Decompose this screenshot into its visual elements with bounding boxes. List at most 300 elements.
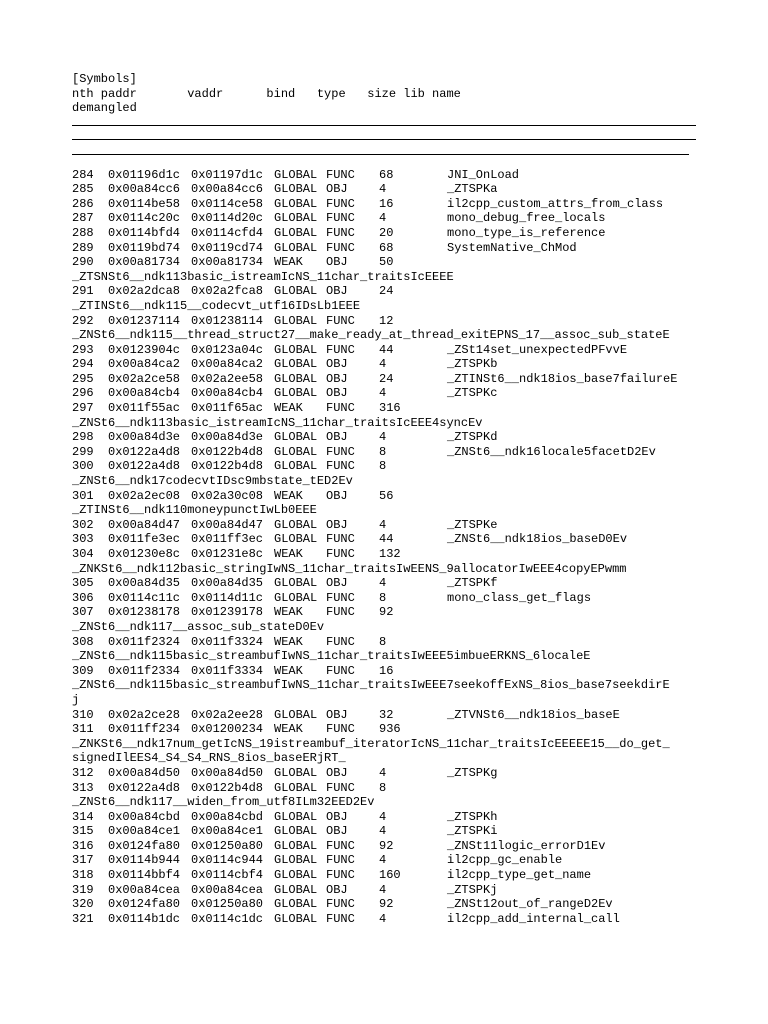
symbol-row [72,853,768,868]
symbol-type: FUNC [326,401,355,416]
symbol-bind: GLOBAL [274,853,318,868]
symbol-size: 92 [379,838,394,853]
symbol-size: 8 [379,459,387,474]
symbol-bind: GLOBAL [274,809,318,824]
symbol-paddr: 0x00a81734 [108,255,181,270]
symbol-demangled-name: j [72,692,80,707]
symbol-nth: 320 [72,897,94,912]
symbol-bind: GLOBAL [274,517,318,532]
symbol-row [72,839,768,854]
symbol-bind: GLOBAL [274,882,318,897]
symbol-vaddr: 0x02a2ee28 [191,707,264,722]
symbol-paddr: 0x00a84d3e [108,430,181,445]
symbol-size: 24 [379,284,394,299]
symbol-paddr: 0x0114bbf4 [108,868,181,883]
symbol-vaddr: 0x00a84cbd [191,809,264,824]
separator-line [72,139,696,140]
symbol-size: 50 [379,255,394,270]
symbol-size: 4 [379,430,387,445]
symbol-size: 20 [379,225,394,240]
symbol-nth: 303 [72,532,94,547]
symbol-paddr: 0x00a84ce1 [108,824,181,839]
symbol-type: OBJ [326,430,348,445]
symbol-bind: GLOBAL [274,182,318,197]
symbol-vaddr: 0x01250a80 [191,838,264,853]
symbol-row [72,824,768,839]
symbol-row [72,489,768,504]
symbol-paddr: 0x01237114 [108,313,181,328]
symbol-type: FUNC [326,313,355,328]
symbol-bind: GLOBAL [274,371,318,386]
symbol-nth: 305 [72,576,94,591]
symbol-paddr: 0x00a84ca2 [108,357,181,372]
symbol-size: 4 [379,824,387,839]
symbol-type: FUNC [326,444,355,459]
symbol-size: 4 [379,517,387,532]
symbol-name: JNI_OnLoad [447,167,520,182]
symbol-size: 4 [379,911,387,926]
symbol-name: _ZTSPKh [447,809,498,824]
symbol-bind: GLOBAL [274,167,318,182]
symbol-vaddr: 0x011f3334 [191,663,264,678]
symbol-name: _ZNSt6__ndk18ios_baseD0Ev [447,532,628,547]
symbol-bind: WEAK [274,488,303,503]
symbol-bind: GLOBAL [274,532,318,547]
symbol-paddr: 0x00a84d47 [108,517,181,532]
symbol-bind: WEAK [274,634,303,649]
symbol-nth: 304 [72,547,94,561]
symbol-type: FUNC [326,590,355,605]
symbol-name: il2cpp_add_internal_call [447,911,620,926]
symbol-paddr: 0x02a2ce58 [108,371,181,386]
header-separator [72,118,768,162]
symbol-bind: GLOBAL [274,211,318,226]
symbol-demangled-name: _ZNSt6__ndk117__widen_from_utf8ILm32EED2Ev [72,795,375,810]
symbol-vaddr: 0x01238114 [191,313,264,328]
symbol-name: _ZTSPKb [447,357,498,372]
symbol-type: FUNC [326,663,355,678]
symbol-demangled-name: _ZNKSt6__ndk17num_getIcNS_19istreambuf_iteratorIcNS_11char_traitsIcEEEEE15__do_get_ [72,736,670,751]
symbol-type: FUNC [326,634,355,649]
symbol-row [72,357,768,372]
symbol-size: 24 [379,371,394,386]
symbol-paddr: 0x0114c20c [108,211,181,226]
symbol-type: OBJ [326,576,348,591]
symbol-type: FUNC [326,211,355,226]
symbol-row [72,459,768,474]
symbol-vaddr: 0x02a2ee58 [191,371,264,386]
symbol-bind: GLOBAL [274,780,318,795]
symbol-row [72,226,768,241]
symbol-vaddr: 0x00a81734 [191,255,264,270]
symbol-nth: 315 [72,824,94,839]
symbol-bind: GLOBAL [274,707,318,722]
symbol-bind: GLOBAL [274,342,318,357]
symbol-vaddr: 0x00a84cea [191,882,264,897]
symbol-name: il2cpp_custom_attrs_from_class [447,196,664,211]
symbol-bind: GLOBAL [274,824,318,839]
symbol-type: OBJ [326,707,348,722]
symbol-paddr: 0x0114b1dc [108,911,181,926]
symbol-type: OBJ [326,386,348,401]
symbol-paddr: 0x00a84cbd [108,809,181,824]
symbol-bind: GLOBAL [274,911,318,926]
symbol-size: 132 [379,547,401,561]
symbol-vaddr: 0x01200234 [191,722,264,737]
symbol-type: FUNC [326,225,355,240]
symbol-size: 4 [379,386,387,401]
symbol-bind: GLOBAL [274,576,318,591]
symbol-nth: 314 [72,809,94,824]
symbol-type: OBJ [326,517,348,532]
symbol-nth: 290 [72,255,94,270]
symbol-paddr: 0x00a84cea [108,882,181,897]
symbol-type: FUNC [326,547,355,561]
symbol-bind: GLOBAL [274,196,318,211]
symbol-bind: GLOBAL [274,225,318,240]
symbol-row [72,401,768,416]
symbol-name: _ZTSPKe [447,517,498,532]
symbol-name: _ZNSt11logic_errorD1Ev [447,838,606,853]
symbol-name: mono_debug_free_locals [447,211,606,226]
symbol-nth: 298 [72,430,94,445]
symbol-vaddr: 0x0114cfd4 [191,225,264,240]
symbol-nth: 321 [72,911,94,926]
symbol-paddr: 0x02a2ce28 [108,707,181,722]
symbol-row [72,576,768,591]
symbol-nth: 308 [72,634,94,649]
symbol-paddr: 0x0122a4d8 [108,444,181,459]
symbol-nth: 288 [72,225,94,240]
symbol-paddr: 0x0122a4d8 [108,459,181,474]
symbol-nth: 316 [72,838,94,853]
symbol-bind: GLOBAL [274,313,318,328]
symbol-paddr: 0x0114b944 [108,853,181,868]
symbol-paddr: 0x00a84d50 [108,765,181,780]
separator-line [72,154,689,155]
symbol-vaddr: 0x00a84ce1 [191,824,264,839]
symbol-vaddr: 0x0114cbf4 [191,868,264,883]
symbol-vaddr: 0x011f65ac [191,401,264,416]
symbol-nth: 319 [72,882,94,897]
symbol-row [72,241,768,256]
symbol-row [72,781,768,796]
symbol-type: OBJ [326,284,348,299]
symbol-bind: GLOBAL [274,386,318,401]
symbol-row [72,211,768,226]
symbol-size: 4 [379,576,387,591]
symbol-nth: 291 [72,284,94,299]
symbol-row [72,372,768,387]
symbol-type: FUNC [326,911,355,926]
symbol-demangled-name: _ZNSt6__ndk115basic_streambufIwNS_11char_traitsIwEEE5imbueERKNS_6localeE [72,649,591,664]
symbol-nth: 311 [72,722,94,737]
symbol-row [72,386,768,401]
symbol-vaddr: 0x0114ce58 [191,196,264,211]
symbol-demangled-name: _ZTINSt6__ndk115__codecvt_utf16IDsLb1EEE [72,298,361,313]
symbol-bind: WEAK [274,663,303,678]
symbol-demangled-name: _ZTSNSt6__ndk113basic_istreamIcNS_11char_traitsIcEEEE [72,269,454,284]
symbol-name: SystemNative_ChMod [447,240,577,255]
symbol-nth: 287 [72,211,94,226]
symbol-vaddr: 0x0123a04c [191,342,264,357]
symbol-paddr: 0x011ff234 [108,722,181,737]
symbol-size: 12 [379,313,394,328]
symbol-paddr: 0x02a2dca8 [108,284,181,299]
symbol-bind: GLOBAL [274,284,318,299]
symbol-paddr: 0x0114be58 [108,196,181,211]
symbol-size: 4 [379,882,387,897]
symbol-size: 68 [379,167,394,182]
symbol-name: _ZTSPKf [447,576,498,591]
symbol-paddr: 0x0123904c [108,342,181,357]
symbol-size: 8 [379,590,387,605]
symbol-name: _ZTVNSt6__ndk18ios_baseE [447,707,620,722]
symbol-nth: 301 [72,488,94,503]
symbol-name: mono_type_is_reference [447,225,606,240]
symbol-paddr: 0x01196d1c [108,167,181,182]
symbol-size: 4 [379,809,387,824]
symbol-row [72,605,768,620]
symbol-nth: 292 [72,313,94,328]
symbol-type: FUNC [326,342,355,357]
symbol-size: 68 [379,240,394,255]
symbol-type: FUNC [326,196,355,211]
symbol-type: FUNC [326,838,355,853]
symbol-bind: WEAK [274,547,303,561]
symbol-paddr: 0x0114c11c [108,590,181,605]
symbol-vaddr: 0x0122b4d8 [191,459,264,474]
symbol-bind: GLOBAL [274,240,318,255]
symbol-vaddr: 0x0122b4d8 [191,444,264,459]
symbol-paddr: 0x01238178 [108,605,181,620]
symbol-demangled-name: _ZNSt6__ndk117__assoc_sub_stateD0Ev [72,619,325,634]
symbol-vaddr: 0x011ff3ec [191,532,264,547]
symbol-size: 92 [379,605,394,620]
symbol-size: 160 [379,868,401,883]
symbol-type: FUNC [326,240,355,255]
symbol-row [72,518,768,533]
symbol-paddr: 0x011f2324 [108,634,181,649]
symbol-type: FUNC [326,605,355,620]
symbol-vaddr: 0x00a84d47 [191,517,264,532]
symbol-type: FUNC [326,459,355,474]
symbol-paddr: 0x0119bd74 [108,240,181,255]
symbol-row [72,547,768,562]
symbol-type: OBJ [326,255,348,270]
symbol-vaddr: 0x0122b4d8 [191,780,264,795]
symbol-nth: 317 [72,853,94,868]
symbol-nth: 295 [72,371,94,386]
symbol-vaddr: 0x0114d11c [191,590,264,605]
separator-line [72,125,696,126]
symbol-type: FUNC [326,532,355,547]
symbol-nth: 289 [72,240,94,255]
symbol-name: _ZTSPKi [447,824,498,839]
symbol-row [72,912,768,927]
symbol-vaddr: 0x00a84d35 [191,576,264,591]
symbol-paddr: 0x0124fa80 [108,897,181,912]
symbol-vaddr: 0x00a84ca2 [191,357,264,372]
symbol-row [72,708,768,723]
symbol-demangled-name: _ZNSt6__ndk115basic_streambufIwNS_11char_traitsIwEEE7seekoffExNS_8ios_base7seekdirE [72,678,670,693]
symbol-size: 4 [379,211,387,226]
symbol-table [72,168,768,927]
symbol-size: 16 [379,196,394,211]
symbol-nth: 293 [72,342,94,357]
symbol-row [72,883,768,898]
symbol-paddr: 0x0114bfd4 [108,225,181,240]
symbol-vaddr: 0x0114d20c [191,211,264,226]
symbol-name: _ZTSPKd [447,430,498,445]
column-header-demangled: demangled [72,101,137,116]
symbol-vaddr: 0x01197d1c [191,167,264,182]
symbol-row [72,868,768,883]
symbol-row [72,255,768,270]
symbol-vaddr: 0x00a84cc6 [191,182,264,197]
symbol-name: mono_class_get_flags [447,590,592,605]
symbol-bind: WEAK [274,605,303,620]
symbol-paddr: 0x00a84cb4 [108,386,181,401]
symbol-vaddr: 0x02a30c08 [191,488,264,503]
symbol-paddr: 0x02a2ec08 [108,488,181,503]
symbol-demangled-name: _ZNSt6__ndk115__thread_struct27__make_ready_at_thread_exitEPNS_17__assoc_sub_stateE [72,328,670,343]
symbol-row [72,168,768,183]
symbol-nth: 313 [72,780,94,795]
symbol-size: 8 [379,780,387,795]
symbol-vaddr: 0x01239178 [191,605,264,620]
symbol-size: 92 [379,897,394,912]
symbol-nth: 285 [72,182,94,197]
symbol-nth: 306 [72,590,94,605]
symbol-paddr: 0x011fe3ec [108,532,181,547]
symbol-nth: 294 [72,357,94,372]
symbol-row [72,810,768,825]
symbol-type: FUNC [326,167,355,182]
symbol-size: 56 [379,488,394,503]
symbol-size: 32 [379,707,394,722]
symbol-name: _ZTSPKa [447,182,498,197]
symbol-paddr: 0x0124fa80 [108,838,181,853]
symbol-type: OBJ [326,765,348,780]
symbol-name: _ZTSPKc [447,386,498,401]
symbol-nth: 297 [72,401,94,416]
symbol-row [72,197,768,212]
symbol-type: OBJ [326,488,348,503]
symbol-row [72,532,768,547]
symbol-row [72,182,768,197]
symbol-paddr: 0x011f55ac [108,401,181,416]
symbol-type: OBJ [326,357,348,372]
symbol-bind: GLOBAL [274,357,318,372]
symbol-paddr: 0x0122a4d8 [108,780,181,795]
symbol-bind: GLOBAL [274,590,318,605]
symbol-nth: 307 [72,605,94,620]
symbol-size: 4 [379,853,387,868]
symbol-name: _ZNSt12out_of_rangeD2Ev [447,897,613,912]
symbol-bind: GLOBAL [274,765,318,780]
symbol-nth: 296 [72,386,94,401]
symbol-vaddr: 0x00a84d3e [191,430,264,445]
symbol-paddr: 0x01230e8c [108,547,181,561]
symbol-type: FUNC [326,897,355,912]
section-title: [Symbols] [72,72,137,86]
symbol-type: OBJ [326,882,348,897]
symbol-nth: 312 [72,765,94,780]
symbol-nth: 302 [72,517,94,532]
symbol-vaddr: 0x00a84cb4 [191,386,264,401]
symbol-vaddr: 0x01231e8c [191,547,264,561]
symbol-demangled-name: _ZNSt6__ndk113basic_istreamIcNS_11char_traitsIcEEE4syncEv [72,415,483,430]
symbol-size: 4 [379,357,387,372]
symbol-row [72,445,768,460]
symbol-size: 16 [379,663,394,678]
symbol-demangled-name: _ZNSt6__ndk17codecvtIDsc9mbstate_tED2Ev [72,474,353,489]
symbol-row [72,897,768,912]
symbol-type: OBJ [326,371,348,386]
symbol-size: 44 [379,342,394,357]
symbol-bind: WEAK [274,255,303,270]
symbol-bind: GLOBAL [274,430,318,445]
symbol-nth: 286 [72,196,94,211]
symbol-demangled-name: signedIlEES4_S4_S4_RNS_8ios_baseERjRT_ [72,751,346,766]
symbol-demangled-name: _ZNKSt6__ndk112basic_stringIwNS_11char_traitsIwEENS_9allocatorIwEEE4copyEPwmm [72,561,627,576]
symbol-bind: GLOBAL [274,459,318,474]
symbol-vaddr: 0x0114c944 [191,853,264,868]
column-header: nth paddr vaddr bind type size lib name [72,86,461,101]
symbol-type: OBJ [326,182,348,197]
symbol-name: _ZTINSt6__ndk18ios_base7failureE [447,371,678,386]
symbol-size: 8 [379,634,387,649]
symbol-type: OBJ [326,824,348,839]
symbol-nth: 310 [72,707,94,722]
symbol-bind: WEAK [274,401,303,416]
symbol-bind: GLOBAL [274,838,318,853]
symbol-name: _ZSt14set_unexpectedPFvvE [447,342,628,357]
symbol-row [72,314,768,329]
symbol-size: 316 [379,401,401,416]
symbol-vaddr: 0x02a2fca8 [191,284,264,299]
symbol-name: _ZTSPKg [447,765,498,780]
symbol-nth: 300 [72,459,94,474]
symbol-name: il2cpp_type_get_name [447,868,592,883]
symbol-vaddr: 0x0119cd74 [191,240,264,255]
symbol-bind: GLOBAL [274,897,318,912]
symbol-row [72,343,768,358]
symbol-type: OBJ [326,809,348,824]
symbol-row [72,284,768,299]
symbol-type: FUNC [326,722,355,737]
symbol-nth: 309 [72,663,94,678]
symbol-row [72,664,768,679]
symbol-row [72,766,768,781]
symbol-paddr: 0x011f2334 [108,663,181,678]
symbol-row [72,722,768,737]
symbol-type: FUNC [326,780,355,795]
symbol-nth: 284 [72,167,94,182]
symbol-name: _ZNSt6__ndk16locale5facetD2Ev [447,444,656,459]
symbol-name: _ZTSPKj [447,882,498,897]
symbol-type: FUNC [326,868,355,883]
symbol-size: 8 [379,444,387,459]
symbol-size: 936 [379,722,401,737]
symbol-name: il2cpp_gc_enable [447,853,563,868]
symbol-paddr: 0x00a84d35 [108,576,181,591]
symbol-bind: GLOBAL [274,444,318,459]
symbol-size: 44 [379,532,394,547]
symbol-demangled-name: _ZTINSt6__ndk110moneypunctIwLb0EEE [72,503,317,518]
symbol-paddr: 0x00a84cc6 [108,182,181,197]
